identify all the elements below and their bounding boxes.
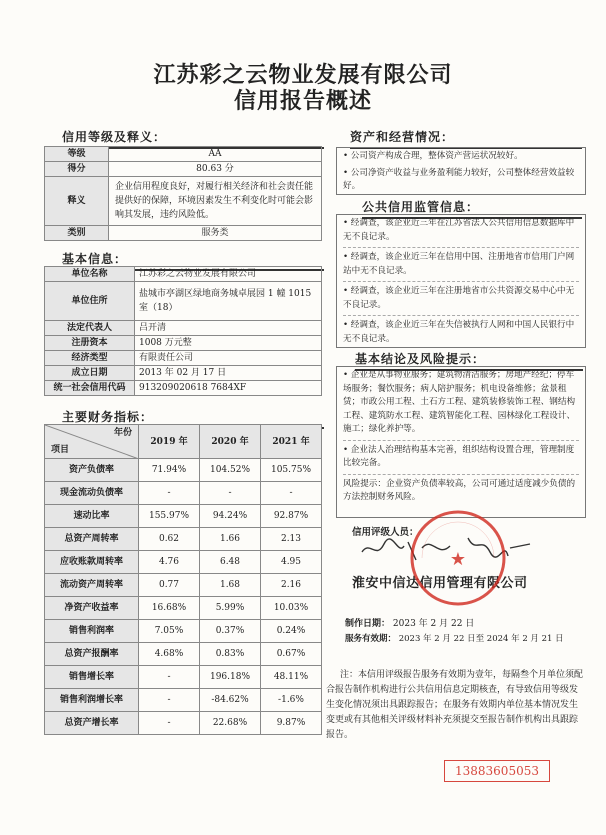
finance-value: 0.62 [139,528,200,551]
finance-value: - [139,712,200,735]
credit-value: 企业信用程度良好，对履行相关经济和社会责任能提供好的保障，环境因素发生不利变化时可能会影响其发展，违约风险低。 [109,177,322,226]
supervision-item: • 经调查，该企业近三年在注册地省市公共资源交易中心中无不良记录。 [343,286,575,310]
finance-label: 销售利润增长率 [45,689,139,712]
finance-label: 总资产周转率 [45,528,139,551]
finance-row [45,505,322,528]
finance-row [45,643,322,666]
year-header: 2019 年 [139,425,200,459]
date-value: 2023 年 2 月 22 日 [392,619,475,629]
basic-value: 吕开清 [135,321,322,336]
basic-value: 江苏彩之云物业发展有限公司 [135,267,322,282]
finance-value: 22.68% [200,712,261,735]
credit-value: 服务类 [109,226,322,241]
finance-value: 9.87% [261,712,322,735]
finance-value: 10.03% [261,597,322,620]
finance-value: 2.16 [261,574,322,597]
corner-item-label: 项目 [51,445,70,455]
finance-value: 92.87% [261,505,322,528]
period-value: 2023 年 2 月 22 日至 2024 年 2 月 21 日 [398,634,564,644]
finance-value: -84.62% [200,689,261,712]
finance-row [45,620,322,643]
phone-stamp: 13883605053 [444,760,550,782]
finance-value: 1.66 [200,528,261,551]
finance-value: - [139,689,200,712]
supervision-box [336,214,586,348]
rating-company: 淮安中信达信用管理有限公司 [352,576,528,591]
svg-text:★: ★ [449,549,467,570]
year-header: 2021 年 [261,425,322,459]
corner-year-label: 年份 [113,428,132,438]
finance-value: 1.68 [200,574,261,597]
finance-label: 销售增长率 [45,666,139,689]
finance-value: 6.48 [200,551,261,574]
finance-label: 现金流动负债率 [45,482,139,505]
finance-row [45,482,322,505]
assets-box [336,147,586,195]
finance-label: 净资产收益率 [45,597,139,620]
credit-value: AA [109,147,322,162]
finance-label: 总资产报酬率 [45,643,139,666]
company-seal-image [408,508,508,608]
supervision-item: • 经调查，该企业近三年在江苏省法人公共信用信息数据库中无不良记录。 [343,218,575,242]
finance-label: 流动资产周转率 [45,574,139,597]
finance-value: 4.76 [139,551,200,574]
assets-heading-text: 资产和经营情况： [350,130,455,144]
basic-label: 单位住所 [45,282,135,321]
basic-table [44,266,322,396]
basic-label: 成立日期 [45,366,135,381]
finance-value: 71.94% [139,459,200,482]
company-title: 江苏彩之云物业发展有限公司 [153,62,453,88]
finance-label: 总资产增长率 [45,712,139,735]
basic-value: 有限责任公司 [135,351,322,366]
finance-value: 155.97% [139,505,200,528]
finance-row [45,689,322,712]
credit-row [45,177,322,226]
assets-item: • 公司净资产收益与业务盈利能力较好，公司整体经营效益较好。 [343,167,575,191]
finance-row [45,528,322,551]
credit-label: 等级 [45,147,109,162]
credit-label: 得分 [45,162,109,177]
basic-label: 经济类型 [45,351,135,366]
conclusion-box [336,366,586,518]
finance-value: -1.6% [261,689,322,712]
finance-value: 94.24% [200,505,261,528]
footer-note: 注：本信用评级报告服务有效期为壹年，每隔叁个月单位须配合报告制作机构进行公共信用信息定期核查，有导致信用等级发生变化情况须出具跟踪报告；在服务有效期内单位基本情况发生变更或有其他相关评级材料补充须提交至报告制作机构出具跟踪报告。 [326,670,584,740]
conclusion-item: • 企业是从事物业服务；建筑物清洁服务；房地产经纪；停车场服务；餐饮服务；病人陪护服务；机电设备维修；盆景租赁；市政公用工程、土石方工程、建筑装修装饰工程、钢结构工程、建筑防水工程、建筑智能化工程、园林绿化工程设计、施工；绿化养护等。 [343,370,576,434]
credit-table [44,146,322,241]
finance-value: 196.18% [200,666,261,689]
finance-value: - [261,482,322,505]
credit-row [45,226,322,241]
basic-value: 2013 年 02 月 17 日 [135,366,322,381]
finance-row [45,574,322,597]
finance-value: 0.37% [200,620,261,643]
date-label: 制作日期： [345,619,391,629]
finance-corner-cell [45,425,139,459]
credit-row [45,162,322,177]
finance-value: 5.99% [200,597,261,620]
period-label: 服务有效期： [345,634,397,644]
finance-row [45,459,322,482]
date-line [345,616,474,629]
finance-value: 16.68% [139,597,200,620]
finance-value: 48.11% [261,666,322,689]
basic-heading-text: 基本信息： [62,252,128,266]
rater-label: 信用评级人员： [352,527,419,538]
finance-label: 销售利润率 [45,620,139,643]
finance-value: 104.52% [200,459,261,482]
finance-label: 资产负债率 [45,459,139,482]
basic-value: 913209020618 7684XF [135,381,322,396]
basic-value: 盐城市亭湖区绿地商务城卓展园 1 幢 1015 室（18） [135,282,322,321]
basic-label: 单位名称 [45,267,135,282]
conclusion-heading-text: 基本结论及风险提示： [355,352,486,366]
supervision-item: • 经调查，该企业近三年在失信被执行人网和中国人民银行中无不良记录。 [343,320,575,344]
year-header: 2020 年 [200,425,261,459]
finance-label: 速动比率 [45,505,139,528]
finance-value: 0.24% [261,620,322,643]
finance-value: 105.75% [261,459,322,482]
finance-label: 应收账款周转率 [45,551,139,574]
finance-value: - [139,482,200,505]
finance-value: - [139,666,200,689]
assets-item: • 公司资产构成合理，整体资产营运状况较好。 [343,151,523,161]
finance-body [45,459,322,735]
finance-heading-text: 主要财务指标： [62,410,154,424]
period-line [345,632,564,644]
finance-row [45,666,322,689]
finance-row [45,551,322,574]
finance-value: - [200,482,261,505]
finance-value: 0.67% [261,643,322,666]
finance-value: 0.83% [200,643,261,666]
supervision-heading-text: 公共信用监管信息： [362,200,480,214]
finance-row [45,597,322,620]
finance-row [45,712,322,735]
basic-label: 法定代表人 [45,321,135,336]
basic-label: 注册资本 [45,336,135,351]
credit-heading-text: 信用等级及释义： [62,130,167,144]
credit-label: 释义 [45,177,109,226]
assets-heading [350,128,582,149]
finance-table [44,424,322,735]
credit-value: 80.63 分 [109,162,322,177]
conclusion-item: • 企业法人治理结构基本完善，组织结构设置合理，管理制度比较完备。 [343,444,575,468]
finance-value: 2.13 [261,528,322,551]
basic-label: 统一社会信用代码 [45,381,135,396]
risk-note: 风险提示：企业资产负债率较高，公司可通过适度减少负债的方法控制财务风险。 [343,478,576,502]
credit-label: 类别 [45,226,109,241]
finance-value: 4.95 [261,551,322,574]
report-title: 信用报告概述 [233,88,372,114]
credit-row [45,147,322,162]
finance-value: 4.68% [139,643,200,666]
finance-value: 7.05% [139,620,200,643]
basic-value: 1008 万元整 [135,336,322,351]
supervision-item: • 经调查，该企业近三年在信用中国、注册地省市信用门户网站中无不良记录。 [343,252,575,276]
finance-value: 0.77 [139,574,200,597]
